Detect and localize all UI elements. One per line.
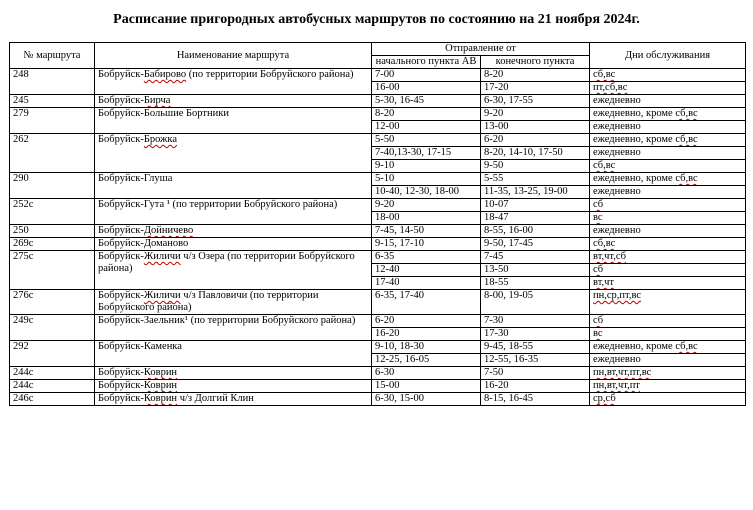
route-number: 244с — [10, 367, 95, 380]
departure-start-time: 9-10, 18-30 — [372, 341, 481, 354]
service-days: сб,вс — [590, 238, 746, 251]
table-row — [10, 134, 746, 147]
departure-start-time: 6-35 — [372, 251, 481, 264]
route-number: 250 — [10, 225, 95, 238]
departure-start-time: 9-15, 17-10 — [372, 238, 481, 251]
service-days-header: Дни обслуживания — [590, 43, 746, 69]
route-name: Бобруйск-Глуша — [95, 173, 372, 199]
departure-start-time: 7-00 — [372, 69, 481, 82]
departure-end-time: 17-20 — [481, 82, 590, 95]
service-days: пн,вт,чт,пт — [590, 380, 746, 393]
departure-start-time: 5-50 — [372, 134, 481, 147]
route-number: 269с — [10, 238, 95, 251]
departure-start-time: 7-40,13-30, 17-15 — [372, 147, 481, 160]
route-name: Бобруйск-Заельник¹ (по территории Бобруйского района) — [95, 315, 372, 341]
service-days: сб — [590, 264, 746, 277]
departure-start-time: 12-00 — [372, 121, 481, 134]
route-name: Бобруйск-Бабирово (по территории Бобруйского района) — [95, 69, 372, 95]
route-number: 275с — [10, 251, 95, 290]
route-number: 249с — [10, 315, 95, 341]
table-row — [10, 290, 746, 315]
service-days: ежедневно, кроме сб,вс — [590, 173, 746, 186]
route-number: 252с — [10, 199, 95, 225]
departure-start-time: 9-20 — [372, 199, 481, 212]
service-days: ежедневно — [590, 225, 746, 238]
departure-end-time: 5-55 — [481, 173, 590, 186]
departure-end-time: 8-20, 14-10, 17-50 — [481, 147, 590, 160]
departure-start-time: 18-00 — [372, 212, 481, 225]
departure-start-time: 8-20 — [372, 108, 481, 121]
service-days: вс — [590, 212, 746, 225]
route-number: 262 — [10, 134, 95, 173]
route-number: 276с — [10, 290, 95, 315]
service-days: ежедневно — [590, 186, 746, 199]
departure-end-time: 9-20 — [481, 108, 590, 121]
departure-start-time: 6-35, 17-40 — [372, 290, 481, 315]
route-name: Бобруйск-Коврин — [95, 380, 372, 393]
departure-end-time: 9-45, 18-55 — [481, 341, 590, 354]
route-number: 292 — [10, 341, 95, 367]
route-number: 245 — [10, 95, 95, 108]
departure-end-time: 7-45 — [481, 251, 590, 264]
from-end-header: конечного пункта — [481, 56, 590, 69]
route-name: Бобруйск-Бирча — [95, 95, 372, 108]
departure-end-time: 13-00 — [481, 121, 590, 134]
service-days: ежедневно — [590, 354, 746, 367]
departure-start-time: 12-25, 16-05 — [372, 354, 481, 367]
table-row — [10, 225, 746, 238]
table-row — [10, 199, 746, 212]
departure-start-time: 17-40 — [372, 277, 481, 290]
service-days: пт,сб,вс — [590, 82, 746, 95]
service-days: сб — [590, 315, 746, 328]
page-title: Расписание пригородных автобусных маршрутов по состоянию на 21 ноября 2024г. — [113, 12, 640, 27]
route-number: 246с — [10, 393, 95, 406]
service-days: сб,вс — [590, 69, 746, 82]
from-start-header: начального пункта АВ — [372, 56, 481, 69]
route-number: 290 — [10, 173, 95, 199]
departure-end-time: 18-55 — [481, 277, 590, 290]
route-number: 248 — [10, 69, 95, 95]
route-name: Бобруйск-Доманово — [95, 238, 372, 251]
route-name: Бобруйск-Большие Бортники — [95, 108, 372, 134]
route-name: Бобруйск-Дойничево — [95, 225, 372, 238]
service-days: ср,сб — [590, 393, 746, 406]
service-days: пн,ср,пт,вс — [590, 290, 746, 315]
service-days: сб,вс — [590, 160, 746, 173]
departure-start-time: 5-30, 16-45 — [372, 95, 481, 108]
departure-end-time: 11-35, 13-25, 19-00 — [481, 186, 590, 199]
table-row — [10, 108, 746, 121]
departure-start-time: 16-00 — [372, 82, 481, 95]
table-row — [10, 380, 746, 393]
departure-start-time: 6-20 — [372, 315, 481, 328]
departure-start-time: 5-10 — [372, 173, 481, 186]
route-name: Бобруйск-Гута ¹ (по территории Бобруйского района) — [95, 199, 372, 225]
service-days: ежедневно, кроме сб,вс — [590, 134, 746, 147]
route-number-header: № маршрута — [10, 43, 95, 69]
departure-start-time: 9-10 — [372, 160, 481, 173]
table-row — [10, 393, 746, 406]
table-row — [10, 95, 746, 108]
departure-end-time: 13-50 — [481, 264, 590, 277]
departure-end-time: 9-50 — [481, 160, 590, 173]
route-number: 279 — [10, 108, 95, 134]
departure-start-time: 6-30, 15-00 — [372, 393, 481, 406]
table-row — [10, 238, 746, 251]
departure-start-time: 12-40 — [372, 264, 481, 277]
departure-end-time: 6-30, 17-55 — [481, 95, 590, 108]
table-row — [10, 315, 746, 328]
service-days: пн,вт,чт,пт,вс — [590, 367, 746, 380]
route-name: Бобруйск-Брожка — [95, 134, 372, 173]
route-name: Бобруйск-Каменка — [95, 341, 372, 367]
departure-end-time: 18-47 — [481, 212, 590, 225]
departure-end-time: 7-50 — [481, 367, 590, 380]
service-days: вт,чт — [590, 277, 746, 290]
departure-end-time: 7-30 — [481, 315, 590, 328]
table-row — [10, 69, 746, 82]
departure-end-time: 8-20 — [481, 69, 590, 82]
departure-start-time: 6-30 — [372, 367, 481, 380]
service-days: ежедневно — [590, 147, 746, 160]
departure-start-time: 10-40, 12-30, 18-00 — [372, 186, 481, 199]
service-days: ежедневно — [590, 121, 746, 134]
table-row — [10, 251, 746, 264]
route-name: Бобруйск-Жиличи ч/з Павловичи (по территории Бобруйского района) — [95, 290, 372, 315]
departure-header: Отправление от — [372, 43, 590, 56]
service-days: вс — [590, 328, 746, 341]
route-number: 244с — [10, 380, 95, 393]
table-row — [10, 341, 746, 354]
schedule-table — [9, 42, 746, 406]
departure-start-time: 7-45, 14-50 — [372, 225, 481, 238]
route-name-header: Наименование маршрута — [95, 43, 372, 69]
departure-end-time: 17-30 — [481, 328, 590, 341]
departure-end-time: 10-07 — [481, 199, 590, 212]
service-days: ежедневно — [590, 95, 746, 108]
departure-end-time: 8-00, 19-05 — [481, 290, 590, 315]
departure-end-time: 8-15, 16-45 — [481, 393, 590, 406]
table-row — [10, 173, 746, 186]
service-days: ежедневно, кроме сб,вс — [590, 108, 746, 121]
departure-start-time: 15-00 — [372, 380, 481, 393]
route-name: Бобруйск-Коврин — [95, 367, 372, 380]
departure-start-time: 16-20 — [372, 328, 481, 341]
service-days: ежедневно, кроме сб,вс — [590, 341, 746, 354]
route-name: Бобруйск-Коврин ч/з Долгий Клин — [95, 393, 372, 406]
departure-end-time: 12-55, 16-35 — [481, 354, 590, 367]
departure-end-time: 6-20 — [481, 134, 590, 147]
departure-end-time: 9-50, 17-45 — [481, 238, 590, 251]
service-days: сб — [590, 199, 746, 212]
route-name: Бобруйск-Жиличи ч/з Озера (по территории Бобруйского района) — [95, 251, 372, 290]
table-row — [10, 367, 746, 380]
departure-end-time: 8-55, 16-00 — [481, 225, 590, 238]
departure-end-time: 16-20 — [481, 380, 590, 393]
service-days: вт,чт,сб — [590, 251, 746, 264]
